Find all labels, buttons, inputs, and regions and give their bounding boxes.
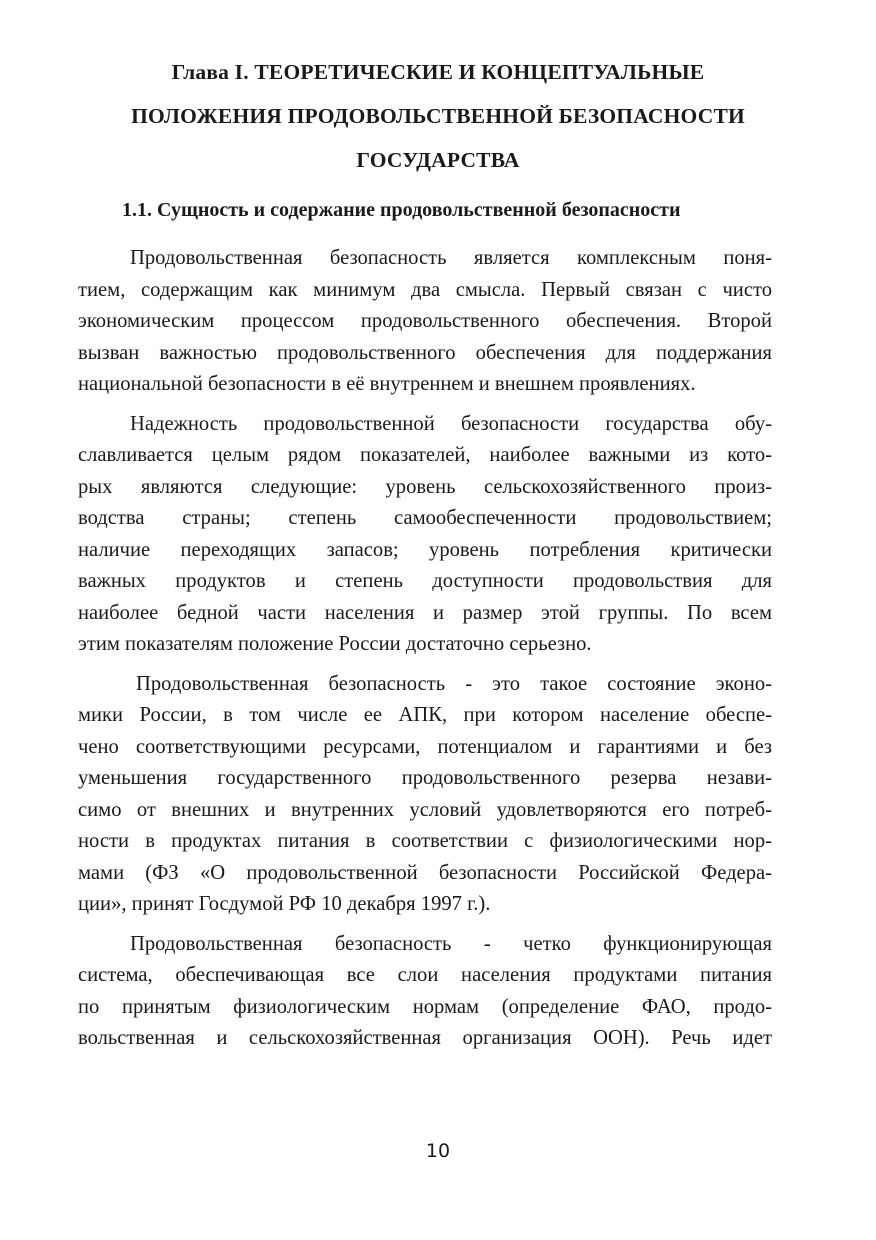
text-line: национальной безопасности в её внутреннем и внешнем проявлениях. bbox=[78, 373, 696, 395]
text-line: славливается целым рядом показателей, наиболее важными из кото- bbox=[78, 444, 772, 466]
chapter-title bbox=[60, 50, 816, 182]
text-line: ции», принят Госдумой РФ 10 декабря 1997 г.). bbox=[78, 893, 491, 915]
chapter-title-line: Глава I. ТЕОРЕТИЧЕСКИЕ И КОНЦЕПТУАЛЬНЫЕ bbox=[171, 60, 705, 84]
text-line: система, обеспечивающая все слои населения продуктами питания bbox=[78, 964, 772, 986]
text-line: чено соответствующими ресурсами, потенциалом и гарантиями и без bbox=[78, 735, 772, 758]
text-line: рых являются следующие: уровень сельскохозяйственного произ- bbox=[78, 475, 772, 498]
text-line: экономическим процессом продовольственного обеспечения. Второй bbox=[78, 310, 772, 332]
text-line: мами (ФЗ «О продовольственной безопасности Российской Федера- bbox=[78, 861, 772, 884]
text-line: симо от внешних и внутренних условий удовлетворяются его потреб- bbox=[78, 798, 772, 821]
text-line: Продовольственная безопасность является комплексным поня- bbox=[130, 247, 772, 269]
text-line: вольственная и сельскохозяйственная организация ООН). Речь идет bbox=[78, 1027, 772, 1049]
text-line: мики России, в том числе ее АПК, при котором население обеспе- bbox=[78, 704, 772, 726]
text-line: Надежность продовольственной безопасности государства обу- bbox=[130, 412, 772, 435]
text-line: Продовольственная безопасность - четко функционирующая bbox=[130, 932, 772, 955]
paragraph-3 bbox=[78, 669, 772, 921]
text-line: по принятым физиологическим нормам (определение ФАО, продо- bbox=[78, 995, 772, 1018]
paragraph-4 bbox=[78, 929, 772, 1055]
paragraph-1 bbox=[78, 243, 772, 401]
text-line: наиболее бедной части населения и размер этой группы. По всем bbox=[78, 601, 772, 624]
paragraph-2 bbox=[78, 409, 772, 661]
text-line: тием, содержащим как минимум два смысла. Первый связан с чисто bbox=[78, 278, 772, 301]
text-line: важных продуктов и степень доступности продовольствия для bbox=[78, 570, 772, 592]
section-title: 1.1. Сущность и содержание продовольственной безопасности bbox=[122, 199, 681, 221]
text-line: уменьшения государственного продовольственного резерва незави- bbox=[78, 767, 772, 789]
text-line: вызван важностью продовольственного обеспечения для поддержания bbox=[78, 341, 772, 364]
body-text bbox=[78, 243, 772, 1063]
text-line: наличие переходящих запасов; уровень потребления критически bbox=[78, 538, 772, 561]
chapter-title-line: ГОСУДАРСТВА bbox=[356, 148, 520, 172]
chapter-title-line: ПОЛОЖЕНИЯ ПРОДОВОЛЬСТВЕННОЙ БЕЗОПАСНОСТИ bbox=[131, 104, 745, 128]
page-number: 10 bbox=[425, 1140, 451, 1162]
text-line: ности в продуктах питания в соответствии с физиологическими нор- bbox=[78, 830, 772, 852]
text-line: Продовольственная безопасность - это такое состояние эконо- bbox=[136, 672, 772, 695]
text-line: этим показателям положение России достаточно серьезно. bbox=[78, 633, 592, 655]
text-line: водства страны; степень самообеспеченности продовольствием; bbox=[78, 507, 772, 529]
